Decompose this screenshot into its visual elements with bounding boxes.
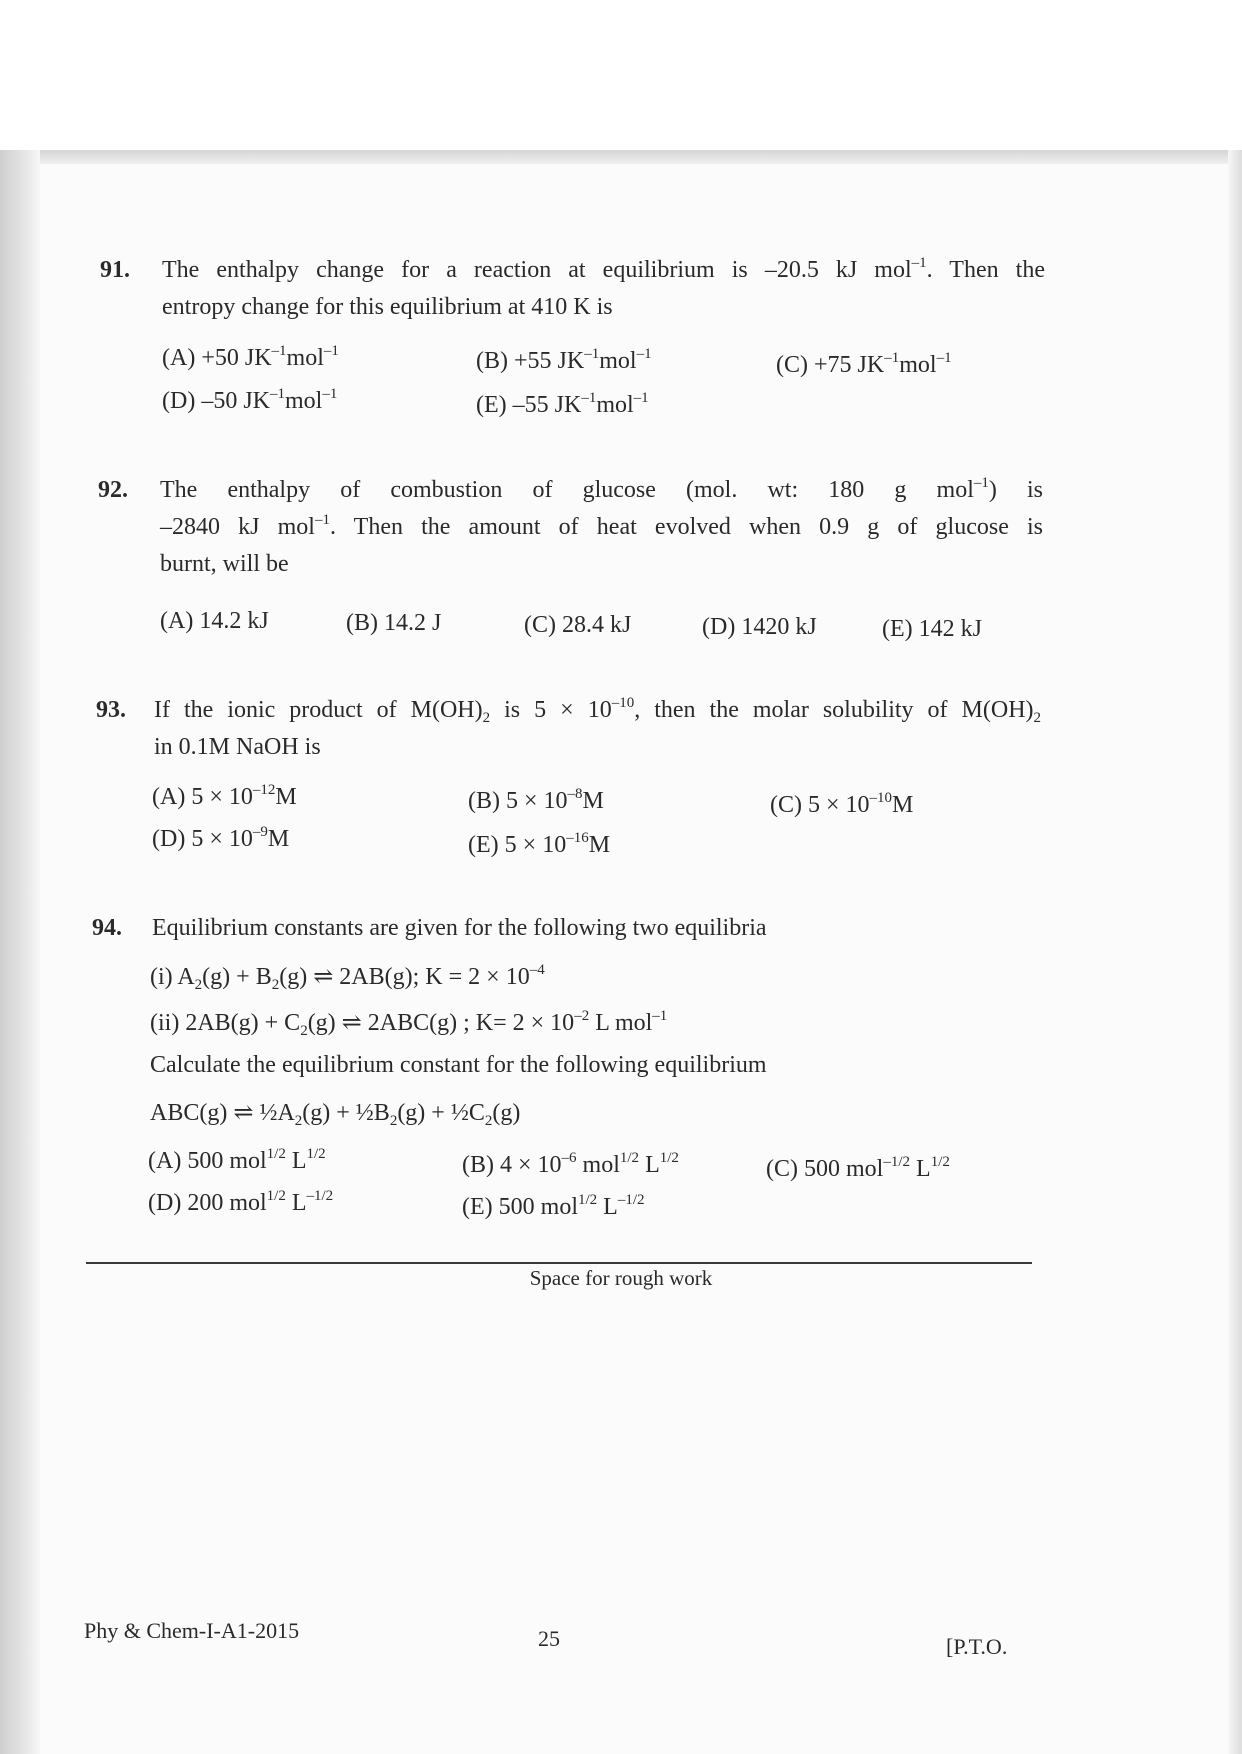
- scan-edge-left: [0, 150, 40, 1754]
- option-94-c[interactable]: (C) 500 mol$^{-1/2}$ $L^{1/2}$: [766, 1154, 950, 1182]
- option-91-a[interactable]: (A) +50 $JK^{-1}mol^{-1}$: [162, 343, 339, 371]
- question-93: [96, 692, 1041, 772]
- equation-i: (i) $A_2(g) + B_2(g)$ ⇌ 2AB(g); $K = 2 \times 10^{-4}$: [150, 962, 545, 993]
- option-91-c[interactable]: (C) +75 $JK^{-1}mol^{-1}$: [776, 350, 952, 378]
- option-92-d[interactable]: (D) 1420 kJ: [702, 614, 817, 640]
- question-number: 94.: [92, 915, 122, 941]
- question-number: 91.: [100, 257, 130, 283]
- divider-line: [86, 1262, 1032, 1264]
- option-93-a[interactable]: (A) $5 \times 10^{-12}M$: [152, 782, 297, 810]
- option-92-e[interactable]: (E) 142 kJ: [882, 616, 982, 642]
- question-number: 93.: [96, 697, 126, 723]
- question-92: [98, 472, 1043, 587]
- option-93-e[interactable]: (E) $5 \times 10^{-16}M$: [468, 830, 611, 858]
- footer-page-number: 25: [538, 1626, 560, 1651]
- question-94: [92, 910, 1037, 950]
- scan-edge-top: [0, 150, 1242, 164]
- footer-pto: [P.T.O.: [946, 1634, 1008, 1659]
- question-text-line-1: The enthalpy of combustion of glucose (mol. wt: 180 g mol$^{-1}$) is: [160, 475, 1044, 503]
- option-94-b[interactable]: (B) $4 \times 10^{-6}$ mol$^{1/2}$ $L^{1/2}$: [462, 1150, 679, 1178]
- option-92-c[interactable]: (C) 28.4 kJ: [524, 612, 632, 638]
- question-91: [100, 252, 1045, 332]
- question-text: Equilibrium constants are given for the following two equilibria: [152, 915, 767, 941]
- option-93-b[interactable]: (B) $5 \times 10^{-8}M$: [468, 786, 604, 814]
- question-text-line-1: If the ionic product of $M(OH)_2$ is $5 \times 10^{-10}$, then the molar solubility of $M(OH)_2$: [154, 695, 1042, 726]
- equation-ii: (ii) $2AB(g) + C_2(g)$ ⇌ 2ABC(g) ; $K= 2 \times 10^{-2}$ L mol$^{-1}$: [150, 1008, 668, 1039]
- footer-paper-code: Phy & Chem-I-A1-2015: [84, 1618, 300, 1643]
- option-91-b[interactable]: (B) +55 $JK^{-1}mol^{-1}$: [476, 346, 652, 374]
- scan-edge-right: [1228, 150, 1242, 1754]
- option-94-a[interactable]: (A) 500 mol$^{1/2}$ $L^{1/2}$: [148, 1146, 326, 1174]
- rough-work-label: Space for rough work: [529, 1266, 713, 1290]
- question-text-line-2: –2840 kJ mol$^{-1}$. Then the amount of heat evolved when 0.9 g of glucose is: [160, 512, 1043, 540]
- option-94-e[interactable]: (E) 500 mol$^{1/2}$ $L^{-1/2}$: [462, 1192, 645, 1220]
- question-text-line-2: entropy change for this equilibrium at 410 K is: [162, 294, 613, 320]
- equation-target: ABC(g) ⇌ $\frac{1}{2}A_2(g)$ + $\frac{1}{2}B_2(g)$ + $\frac{1}{2}C_2(g)$: [150, 1100, 521, 1129]
- option-93-d[interactable]: (D) $5 \times 10^{-9}M$: [152, 824, 290, 852]
- question-text-line-2: in 0.1M NaOH is: [154, 734, 321, 760]
- question-text: The enthalpy change for a reaction at equilibrium is –20.5 kJ mol$^{-1}$. Then the: [162, 255, 1045, 283]
- option-92-b[interactable]: (B) 14.2 J: [346, 610, 442, 636]
- question-text-line-3: burnt, will be: [160, 551, 289, 577]
- instruction-text: Calculate the equilibrium constant for the following equilibrium: [150, 1052, 767, 1078]
- option-91-d[interactable]: (D) –50 $JK^{-1}mol^{-1}$: [162, 386, 338, 414]
- option-92-a[interactable]: (A) 14.2 kJ: [160, 608, 269, 634]
- question-number: 92.: [98, 477, 128, 503]
- option-94-d[interactable]: (D) 200 mol$^{1/2}$ $L^{-1/2}$: [148, 1188, 334, 1216]
- option-91-e[interactable]: (E) –55 $JK^{-1}mol^{-1}$: [476, 390, 649, 418]
- option-93-c[interactable]: (C) $5 \times 10^{-10}M$: [770, 790, 914, 818]
